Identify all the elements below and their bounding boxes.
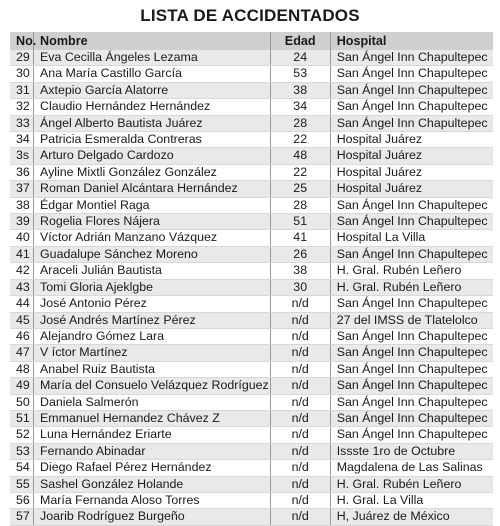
cell-hospital: Hospital Juárez	[330, 181, 493, 197]
cell-no: 52	[10, 427, 34, 443]
table-row	[10, 66, 493, 82]
cell-nombre: Axtepio García Alatorre	[34, 82, 271, 98]
cell-nombre: María Fernanda Aloso Torres	[34, 492, 271, 508]
cell-hospital: San Ángel Inn Chapultepec	[330, 410, 493, 426]
cell-no: 3s	[10, 148, 34, 164]
header-hospital: Hospital	[330, 32, 493, 50]
cell-no: 51	[10, 410, 34, 426]
table-row	[10, 312, 493, 328]
table-row	[10, 443, 493, 459]
cell-no: 39	[10, 214, 34, 230]
cell-no: 30	[10, 66, 34, 82]
cell-edad: 38	[270, 82, 330, 98]
cell-edad: 34	[270, 99, 330, 115]
table-row	[10, 263, 493, 279]
cell-no: 43	[10, 279, 34, 295]
cell-edad: 28	[270, 115, 330, 131]
cell-nombre: Roman Daniel Alcántara Hernández	[34, 181, 271, 197]
table-row	[10, 492, 493, 508]
cell-nombre: Ana María Castillo García	[34, 66, 271, 82]
table-row	[10, 148, 493, 164]
cell-hospital: H. Gral. Rubén Leñero	[330, 279, 493, 295]
cell-edad: 28	[270, 197, 330, 213]
cell-no: 31	[10, 82, 34, 98]
cell-no: 32	[10, 99, 34, 115]
table-row	[10, 296, 493, 312]
cell-hospital: San Ángel Inn Chapultepec	[330, 328, 493, 344]
cell-edad: n/d	[270, 443, 330, 459]
cell-no: 45	[10, 312, 34, 328]
cell-hospital: Hospital Juárez	[330, 132, 493, 148]
cell-edad: n/d	[270, 410, 330, 426]
cell-edad: n/d	[270, 476, 330, 492]
table-row	[10, 197, 493, 213]
cell-edad: 22	[270, 132, 330, 148]
table-row	[10, 132, 493, 148]
cell-hospital: San Ángel Inn Chapultepec	[330, 214, 493, 230]
cell-hospital: San Ángel Inn Chapultepec	[330, 427, 493, 443]
cell-no: 57	[10, 509, 34, 525]
cell-no: 42	[10, 263, 34, 279]
cell-no: 36	[10, 164, 34, 180]
cell-edad: n/d	[270, 394, 330, 410]
cell-hospital: San Ángel Inn Chapultepec	[330, 246, 493, 262]
cell-nombre: Ángel Alberto Bautista Juárez	[34, 115, 271, 131]
cell-no: 44	[10, 296, 34, 312]
cell-nombre: Guadalupe Sánchez Moreno	[34, 246, 271, 262]
cell-nombre: Patricia Esmeralda Contreras	[34, 132, 271, 148]
table-row	[10, 50, 493, 66]
table-row	[10, 181, 493, 197]
cell-hospital: San Ángel Inn Chapultepec	[330, 82, 493, 98]
cell-edad: n/d	[270, 460, 330, 476]
cell-hospital: San Ángel Inn Chapultepec	[330, 296, 493, 312]
cell-hospital: San Ángel Inn Chapultepec	[330, 197, 493, 213]
cell-edad: 30	[270, 279, 330, 295]
cell-nombre: Alejandro Gómez Lara	[34, 328, 271, 344]
cell-edad: 25	[270, 181, 330, 197]
table-row	[10, 328, 493, 344]
header-nombre: Nombre	[34, 32, 271, 50]
cell-hospital: Hospital Juárez	[330, 164, 493, 180]
table-row	[10, 410, 493, 426]
cell-no: 56	[10, 492, 34, 508]
cell-edad: 41	[270, 230, 330, 246]
table-row	[10, 427, 493, 443]
cell-no: 49	[10, 378, 34, 394]
cell-nombre: Arturo Delgado Cardozo	[34, 148, 271, 164]
cell-hospital: San Ángel Inn Chapultepec	[330, 50, 493, 66]
cell-hospital: San Ángel Inn Chapultepec	[330, 99, 493, 115]
cell-hospital: Issste 1ro de Octubre	[330, 443, 493, 459]
table-row	[10, 246, 493, 262]
cell-nombre: María del Consuelo Velázquez Rodríguez	[34, 378, 271, 394]
cell-nombre: Joarib Rodríguez Burgeño	[34, 509, 271, 525]
table-header	[10, 32, 493, 50]
table-row	[10, 99, 493, 115]
table-row	[10, 345, 493, 361]
cell-edad: n/d	[270, 345, 330, 361]
cell-hospital: San Ángel Inn Chapultepec	[330, 394, 493, 410]
cell-hospital: 27 del IMSS de Tlatelolco	[330, 312, 493, 328]
table-row	[10, 214, 493, 230]
table-row	[10, 394, 493, 410]
table-row	[10, 509, 493, 525]
table-row	[10, 476, 493, 492]
table-row	[10, 230, 493, 246]
cell-edad: 48	[270, 148, 330, 164]
cell-hospital: San Ángel Inn Chapultepec	[330, 345, 493, 361]
cell-edad: n/d	[270, 378, 330, 394]
cell-hospital: Hospital Juárez	[330, 148, 493, 164]
header-no: No.	[10, 32, 34, 50]
cell-nombre: Anabel Ruiz Bautista	[34, 361, 271, 377]
cell-nombre: Daniela Salmerón	[34, 394, 271, 410]
cell-no: 40	[10, 230, 34, 246]
cell-nombre: Fernando Abinadar	[34, 443, 271, 459]
cell-no: 47	[10, 345, 34, 361]
cell-hospital: San Ángel Inn Chapultepec	[330, 66, 493, 82]
cell-edad: 38	[270, 263, 330, 279]
cell-no: 33	[10, 115, 34, 131]
table-row	[10, 378, 493, 394]
cell-no: 38	[10, 197, 34, 213]
cell-hospital: H, Juárez de México	[330, 509, 493, 525]
table-body	[10, 50, 493, 525]
table-row	[10, 115, 493, 131]
cell-hospital: San Ángel Inn Chapultepec	[330, 115, 493, 131]
cell-no: 29	[10, 50, 34, 66]
cell-edad: 24	[270, 50, 330, 66]
cell-nombre: Araceli Julián Bautista	[34, 263, 271, 279]
cell-nombre: José Andrés Martínez Pérez	[34, 312, 271, 328]
cell-edad: 26	[270, 246, 330, 262]
cell-edad: 51	[270, 214, 330, 230]
cell-nombre: Claudio Hernández Hernández	[34, 99, 271, 115]
cell-nombre: Víctor Adrián Manzano Vázquez	[34, 230, 271, 246]
table-row	[10, 460, 493, 476]
table-row	[10, 279, 493, 295]
table-row	[10, 164, 493, 180]
cell-edad: n/d	[270, 361, 330, 377]
cell-hospital: H. Gral. La Villa	[330, 492, 493, 508]
cell-hospital: San Ángel Inn Chapultepec	[330, 361, 493, 377]
cell-hospital: Hospital La Villa	[330, 230, 493, 246]
cell-nombre: Édgar Montiel Raga	[34, 197, 271, 213]
table-row	[10, 82, 493, 98]
table-row	[10, 361, 493, 377]
cell-nombre: Emmanuel Hernandez Chávez Z	[34, 410, 271, 426]
header-row	[10, 32, 493, 50]
cell-edad: n/d	[270, 328, 330, 344]
cell-edad: n/d	[270, 509, 330, 525]
cell-no: 55	[10, 476, 34, 492]
cell-nombre: José Antonio Pérez	[34, 296, 271, 312]
cell-nombre: Ayline Mixtli González González	[34, 164, 271, 180]
cell-no: 53	[10, 443, 34, 459]
cell-no: 34	[10, 132, 34, 148]
cell-no: 48	[10, 361, 34, 377]
cell-edad: n/d	[270, 427, 330, 443]
header-edad: Edad	[270, 32, 330, 50]
cell-edad: n/d	[270, 312, 330, 328]
accident-table	[10, 32, 493, 526]
cell-hospital: H. Gral. Rubén Leñero	[330, 476, 493, 492]
cell-hospital: Magdalena de Las Salinas	[330, 460, 493, 476]
cell-hospital: San Ángel Inn Chapultepec	[330, 378, 493, 394]
cell-hospital: H. Gral. Rubén Leñero	[330, 263, 493, 279]
cell-nombre: Diego Rafael Pérez Hernández	[34, 460, 271, 476]
page-title: LISTA DE ACCIDENTADOS	[140, 6, 360, 25]
cell-no: 41	[10, 246, 34, 262]
cell-nombre: Eva Cecilla Ángeles Lezama	[34, 50, 271, 66]
cell-no: 37	[10, 181, 34, 197]
cell-edad: n/d	[270, 296, 330, 312]
cell-edad: n/d	[270, 492, 330, 508]
cell-edad: 53	[270, 66, 330, 82]
cell-nombre: V íctor Martínez	[34, 345, 271, 361]
cell-nombre: Sashel González Holande	[34, 476, 271, 492]
cell-no: 54	[10, 460, 34, 476]
cell-no: 50	[10, 394, 34, 410]
cell-edad: 22	[270, 164, 330, 180]
cell-nombre: Luna Hernández Eriarte	[34, 427, 271, 443]
cell-no: 46	[10, 328, 34, 344]
cell-nombre: Rogelia Flores Nájera	[34, 214, 271, 230]
cell-nombre: Tomi Gloria Ajeklgbe	[34, 279, 271, 295]
